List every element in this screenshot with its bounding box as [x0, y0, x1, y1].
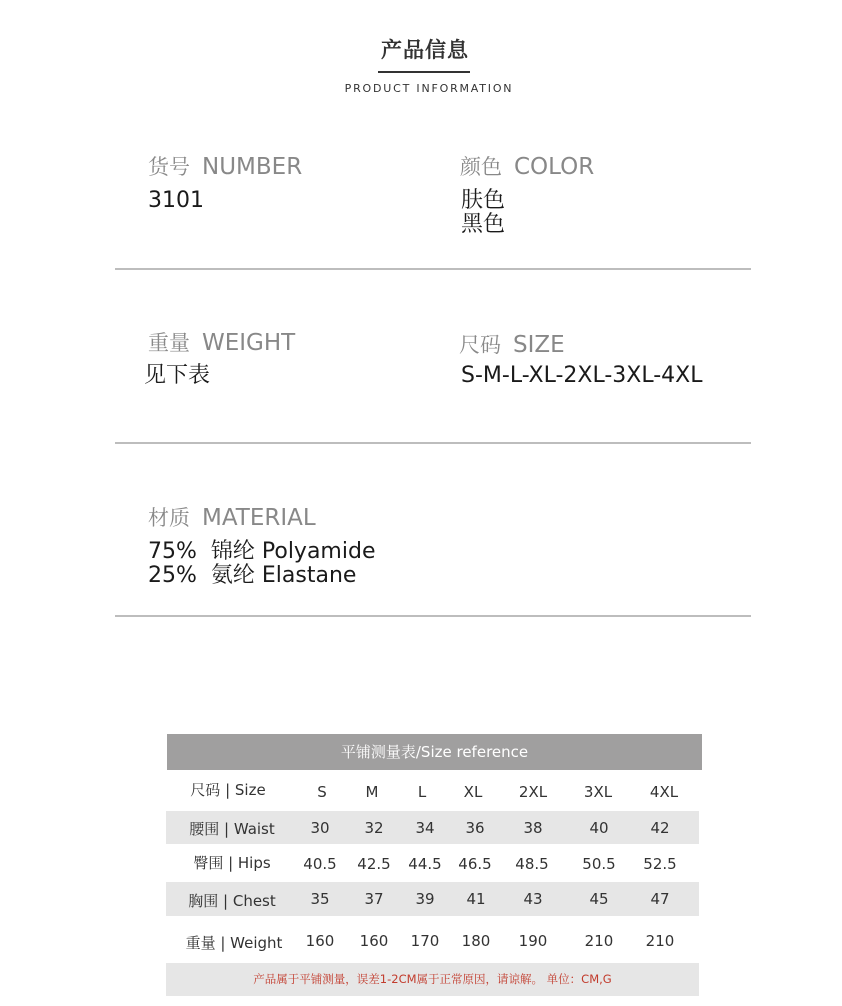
table-row-hips — [166, 844, 699, 882]
size-value: S-M-L-XL-2XL-3XL-4XL — [461, 363, 703, 388]
table-cell: 47 — [650, 890, 670, 908]
header-size-cell: L — [417, 783, 427, 801]
page-subtitle: PRODUCT INFORMATION — [344, 82, 514, 95]
table-cell: 38 — [523, 819, 543, 837]
row-label: 重量 | Weight — [185, 934, 283, 952]
material-value-2: 25% 氨纶 Elastane — [148, 563, 357, 588]
table-cell: 190 — [518, 932, 548, 950]
number-label-en: NUMBER — [202, 154, 303, 180]
divider — [115, 442, 751, 444]
table-cell: 36 — [465, 819, 485, 837]
table-row-weight — [166, 916, 699, 963]
material-value-1: 75% 锦纶 Polyamide — [148, 539, 376, 564]
table-row-chest — [166, 882, 699, 916]
divider — [115, 615, 751, 617]
material-label-cn: 材质 — [148, 506, 190, 530]
table-cell: 170 — [410, 932, 440, 950]
table-cell: 40.5 — [303, 855, 337, 873]
table-cell: 48.5 — [515, 855, 549, 873]
number-label — [148, 151, 302, 181]
table-cell: 160 — [305, 932, 335, 950]
divider — [115, 268, 751, 270]
material-label-en: MATERIAL — [202, 505, 316, 531]
header-size-cell: XL — [463, 783, 483, 801]
number-label-cn: 货号 — [148, 155, 190, 179]
header-size-cell: M — [365, 783, 379, 801]
table-cell: 50.5 — [582, 855, 616, 873]
table-cell: 30 — [310, 819, 330, 837]
table-title: 平铺测量表/Size reference — [167, 734, 702, 770]
table-cell: 39 — [415, 890, 435, 908]
table-header-row — [166, 770, 699, 810]
table-cell: 180 — [461, 932, 491, 950]
header-size-label: 尺码 | Size — [190, 781, 266, 799]
color-label — [460, 151, 594, 181]
table-cell: 37 — [364, 890, 384, 908]
table-cell: 34 — [415, 819, 435, 837]
row-label: 臀围 | Hips — [193, 854, 271, 872]
page-title: 产品信息 — [381, 38, 469, 62]
header-size-cell: 3XL — [583, 783, 613, 801]
table-cell: 46.5 — [458, 855, 492, 873]
weight-label — [148, 327, 295, 357]
table-cell: 35 — [310, 890, 330, 908]
table-cell: 42 — [650, 819, 670, 837]
weight-label-en: WEIGHT — [202, 330, 296, 356]
table-cell: 44.5 — [408, 855, 442, 873]
table-cell: 160 — [359, 932, 389, 950]
material-label — [148, 502, 316, 532]
color-label-en: COLOR — [514, 154, 595, 180]
table-cell: 42.5 — [357, 855, 391, 873]
table-cell: 52.5 — [643, 855, 677, 873]
table-row-waist — [166, 811, 699, 844]
table-cell: 41 — [466, 890, 486, 908]
table-cell: 210 — [584, 932, 614, 950]
size-label — [459, 329, 565, 359]
table-cell: 40 — [589, 819, 609, 837]
size-label-en: SIZE — [513, 332, 565, 358]
weight-label-cn: 重量 — [148, 331, 190, 355]
weight-value: 见下表 — [144, 363, 211, 388]
row-label: 胸围 | Chest — [188, 892, 276, 910]
title-underline — [378, 71, 470, 73]
table-cell: 45 — [589, 890, 609, 908]
table-cell: 43 — [523, 890, 543, 908]
header-size-cell: 4XL — [649, 783, 679, 801]
row-label: 腰围 | Waist — [189, 820, 275, 838]
color-value-2: 黑色 — [461, 212, 506, 237]
size-label-cn: 尺码 — [459, 333, 501, 357]
table-cell: 32 — [364, 819, 384, 837]
table-cell: 210 — [645, 932, 675, 950]
header-size-cell: 2XL — [518, 783, 548, 801]
header-size-cell: S — [317, 783, 327, 801]
color-label-cn: 颜色 — [460, 155, 502, 179]
number-value: 3101 — [148, 188, 204, 213]
measurement-note: 产品属于平铺测量，误差1-2CM属于正常原因，请谅解。 单位：CM,G — [166, 963, 699, 996]
color-value-1: 肤色 — [461, 188, 506, 213]
